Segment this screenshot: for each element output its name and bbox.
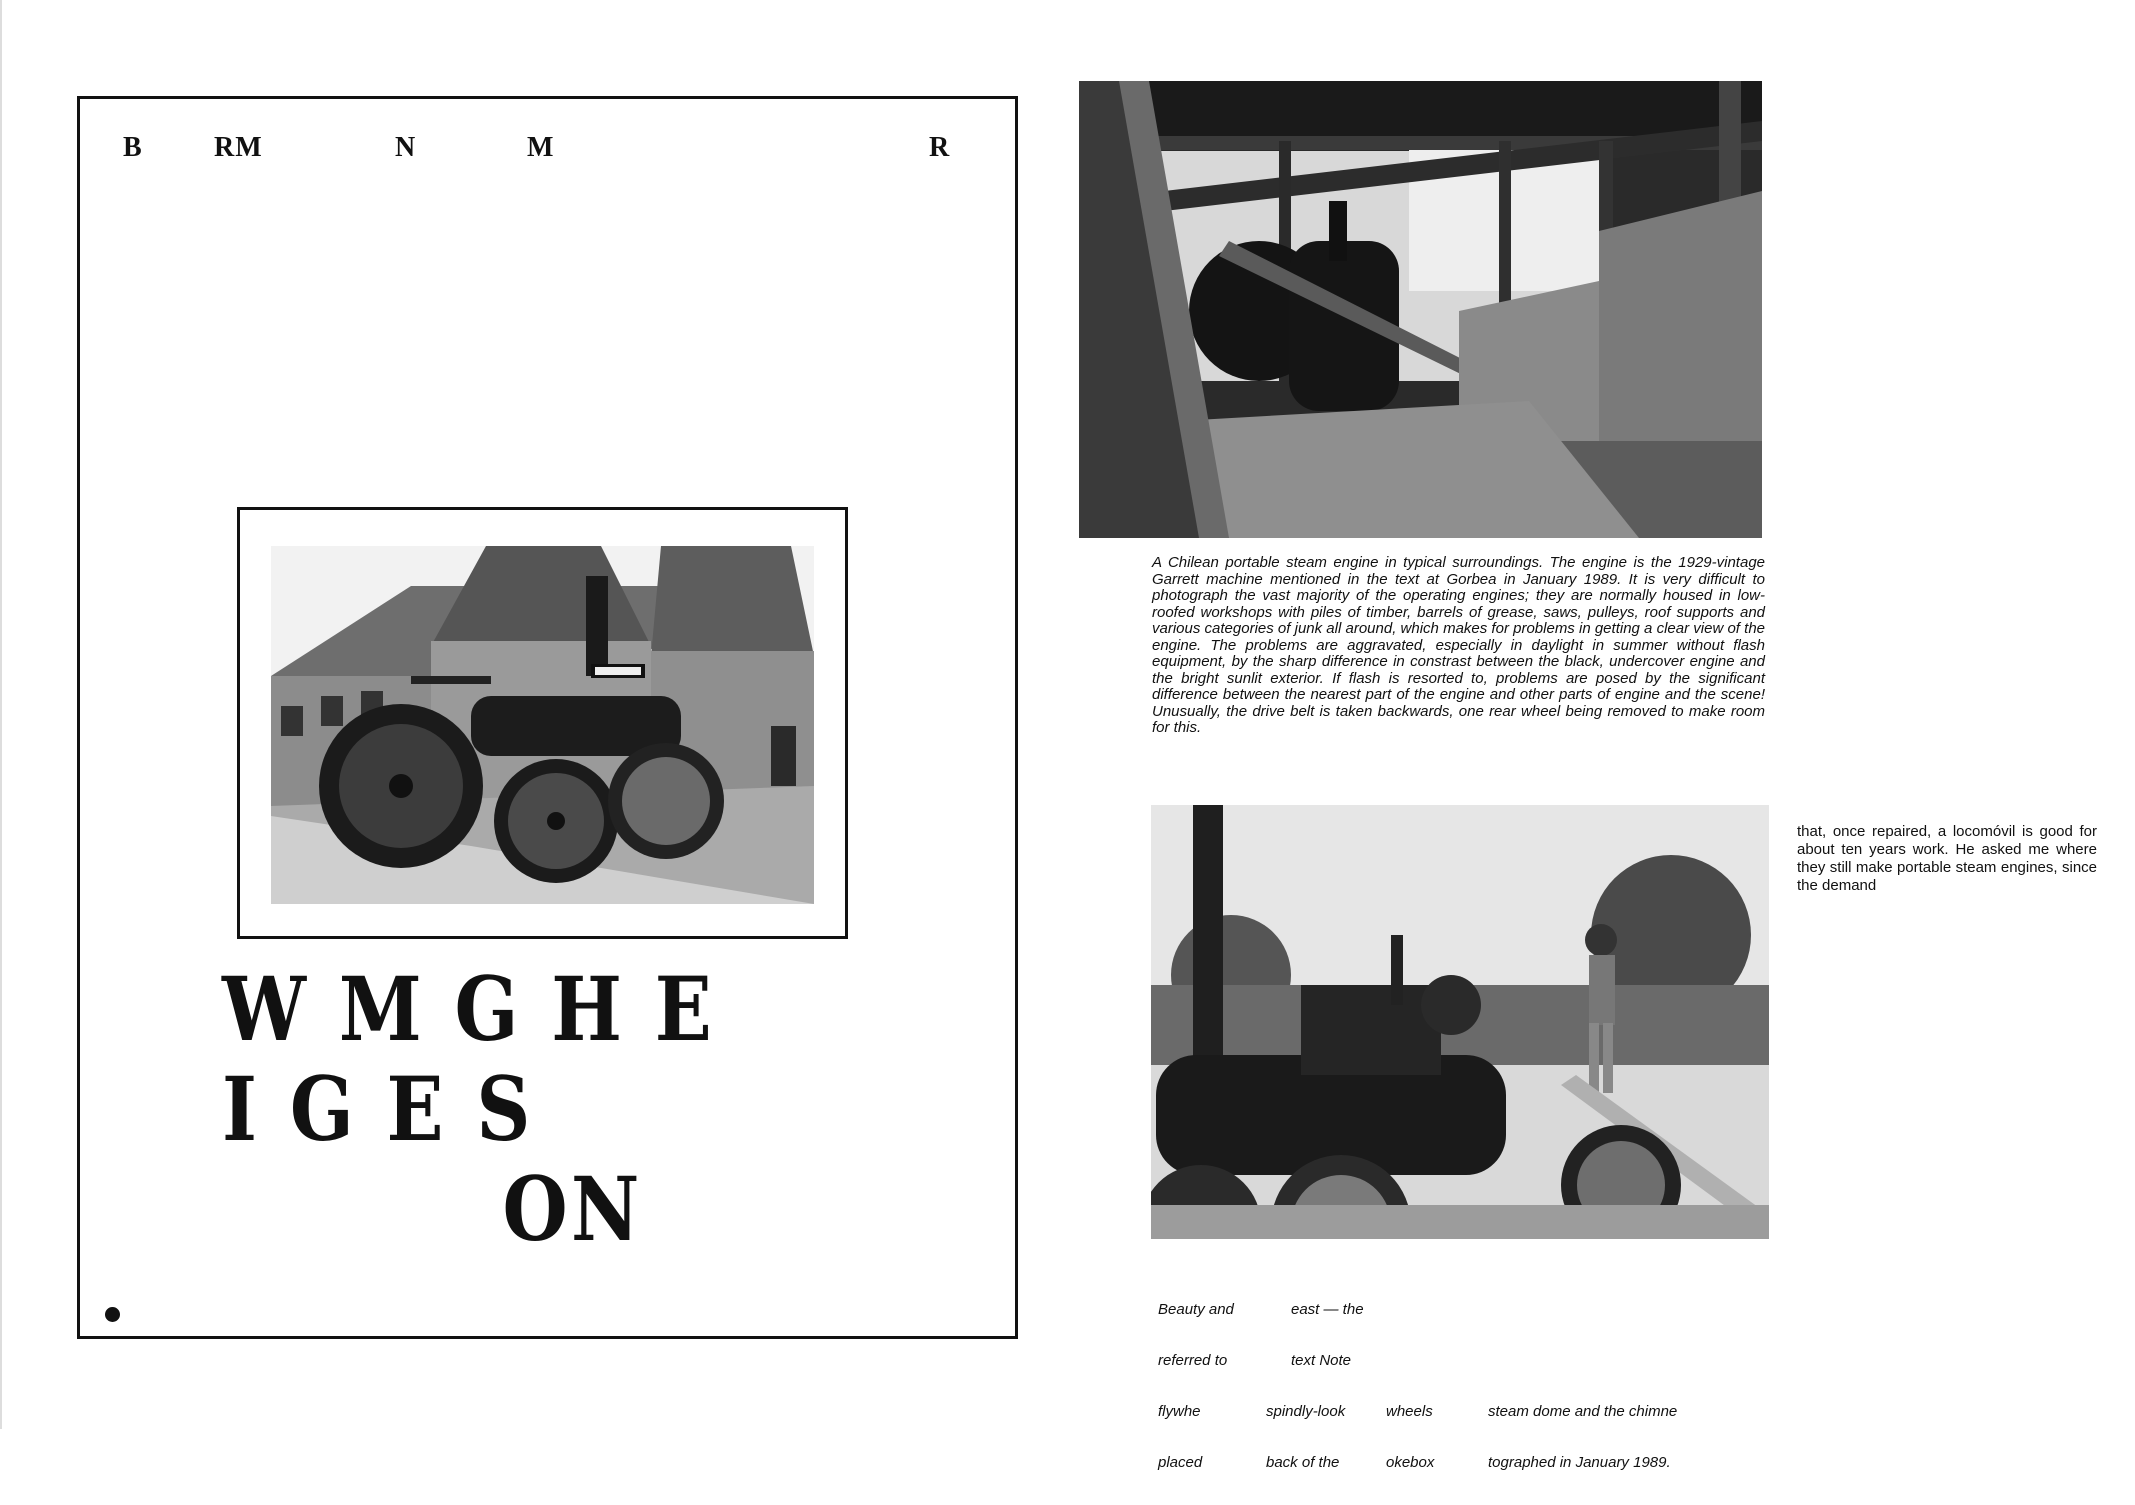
caption-line: referred to xyxy=(1158,1352,1228,1369)
caption-line xyxy=(1386,1352,1434,1369)
caption-column xyxy=(1266,1267,1364,1505)
traction-engine-photo xyxy=(271,546,814,904)
caption-line: tographed in January 1989. xyxy=(1488,1454,1671,1471)
traction-engine-photo-frame xyxy=(237,507,848,939)
caption-line xyxy=(1488,1301,1677,1318)
header-letter: N xyxy=(395,132,417,163)
caption-line: wheels xyxy=(1386,1403,1433,1420)
left-page-frame xyxy=(77,96,1018,1339)
caption-line: placed xyxy=(1158,1454,1203,1471)
header-letter: M xyxy=(527,132,555,163)
page-bullet-dot xyxy=(105,1307,120,1322)
header-letter: R xyxy=(929,132,951,163)
body-text-fragment: that, once repaired, a locomóvil is good for about ten years work. He asked me where they still make portable steam engines, since the demand xyxy=(1797,823,2097,894)
caption-line: spindly-look xyxy=(1266,1403,1346,1420)
caption-column xyxy=(1386,1267,1434,1505)
caption-line: Beauty and xyxy=(1158,1301,1234,1318)
caption-line: steam dome and the chimne xyxy=(1488,1403,1678,1420)
workshop-engine-photo xyxy=(1079,81,1762,538)
outdoor-engine-photo xyxy=(1151,805,1769,1239)
title-line-1: W M G H E I G E S xyxy=(222,957,716,1161)
caption-line xyxy=(1386,1301,1434,1318)
caption-line: east — the xyxy=(1291,1301,1364,1318)
header-letter: B xyxy=(123,132,143,163)
caption-column xyxy=(1158,1267,1234,1505)
photo-caption-main: A Chilean portable steam engine in typical surroundings. The engine is the 1929-vintage Garrett machine mentioned in the text at Gorbea in January 1989. It is very difficult to photograph the vast majority of the operating engines; they are normally housed in low-roofed workshops with piles of timber, barrels of grease, saws, pulleys, roof supports and various categories of junk all around, which makes for problems in getting a clear view of the engine. The problems are aggravated, especially in daylight in summer without flash equipment, by the sharp difference in constrast between the black, undercover engine and the bright sunlit exterior. If flash is resorted to, problems are posed by the significant difference between the nearest part of the engine and other parts of engine and the scene! Unusually, the drive belt is taken backwards, one rear wheel being removed to make room for this. xyxy=(1152,554,1765,736)
caption-line: flywhe xyxy=(1158,1403,1201,1420)
title-line-2: ON xyxy=(502,1157,643,1261)
caption-line xyxy=(1488,1352,1677,1369)
caption-line: back of the xyxy=(1266,1454,1340,1471)
caption-column xyxy=(1488,1267,1677,1505)
page-edge xyxy=(0,0,2,1429)
caption-line: okebox xyxy=(1386,1454,1435,1471)
caption-line: text Note xyxy=(1291,1352,1352,1369)
header-letter: RM xyxy=(214,132,263,163)
stencil-title xyxy=(222,959,766,1259)
